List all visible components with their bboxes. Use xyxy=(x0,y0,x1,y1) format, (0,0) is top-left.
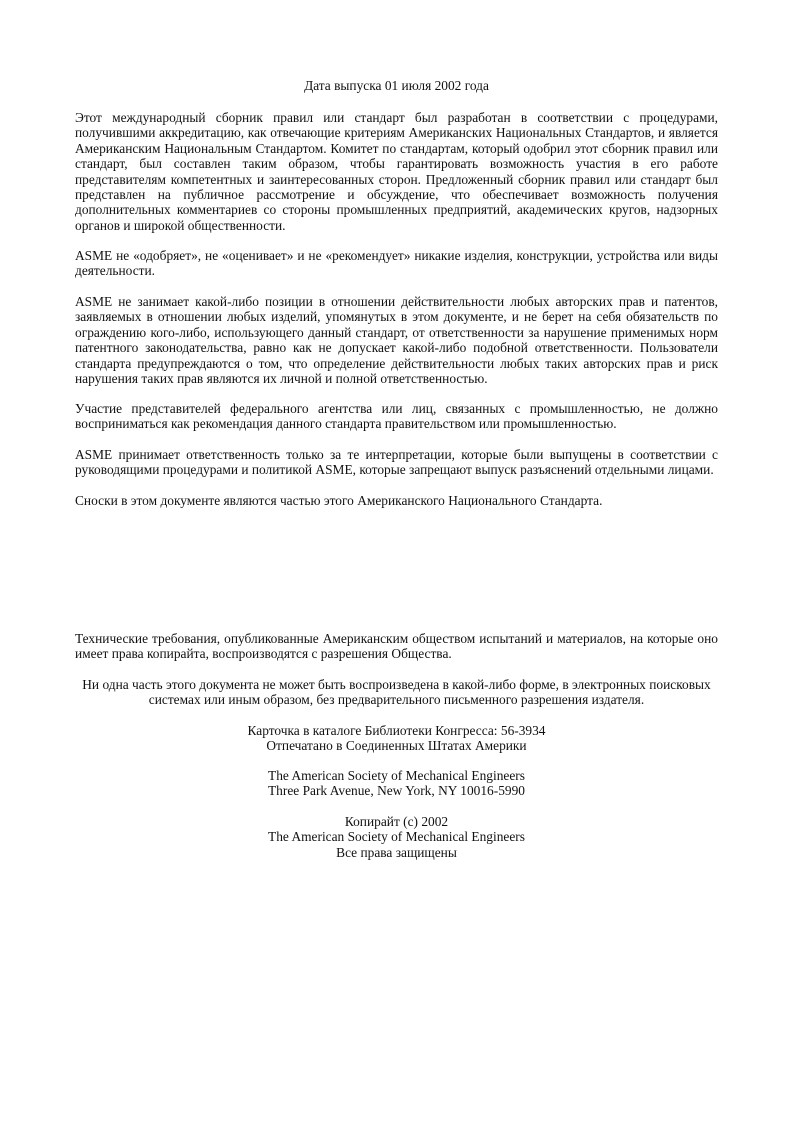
copyright-holder: The American Society of Mechanical Engineers xyxy=(268,829,525,845)
copyright-block xyxy=(75,814,718,860)
catalog-card-number: Карточка в каталоге Библиотеки Конгресса: 56-3934 xyxy=(247,723,546,738)
copyright-line: Копирайт (c) 2002 xyxy=(344,814,449,829)
release-date: Дата выпуска 01 июля 2002 года xyxy=(304,78,489,93)
paragraph-standard-development: Этот международный сборник правил или стандарт был разработан в соответствии с процедурами, получившими аккредитацию, как отвечающие критериям Американских Национальных Стандартов, и является Американским Национальным Стандартом. Комитет по стандартам, который одобрил этот сборник правил или стандарт, был составлен таким образом, чтобы гарантировать возможность участия в его работе представителям компетентных и заинтересованных сторон. Предложенный сборник правил или стандарт был представлен на публичное рассмотрение и обсуждение, что обеспечивает возможность получения дополнительных комментариев со стороны промышленных предприятий, академических кругов, надзорных органов и широкой общественности. xyxy=(75,110,718,233)
paragraph-technical-requirements: Технические требования, опубликованные Американским обществом испытаний и материалов, на которые оно имеет права копирайта, воспроизводятся с разрешения Общества. xyxy=(75,631,718,662)
paragraph-government-participation: Участие представителей федерального агентства или лиц, связанных с промышленностью, не должно восприниматься как рекомендация данного стандарта правительством или промышленностью. xyxy=(75,401,718,432)
publisher-block xyxy=(75,768,718,799)
publisher-address: Three Park Avenue, New York, NY 10016-5990 xyxy=(268,783,525,799)
rights-reserved: Все права защищены xyxy=(336,844,457,860)
paragraph-asme-no-endorsement: ASME не «одобряет», не «оценивает» и не «рекомендует» никакие изделия, конструкции, устройства или виды деятельности. xyxy=(75,248,718,279)
paragraph-interpretations: ASME принимает ответственность только за те интерпретации, которые были выпущены в соответствии с руководящими процедурами и политикой ASME, которые запрещают выпуск разъяснений отдельными лицами. xyxy=(75,447,718,478)
reproduction-notice-line: системах или иным образом, без предварительного письменного разрешения издателя. xyxy=(148,692,645,708)
publisher-name: The American Society of Mechanical Engineers xyxy=(268,768,525,783)
reproduction-notice-line: Ни одна часть этого документа не может быть воспроизведена в какой-либо форме, в электронных поисковых xyxy=(82,677,711,692)
paragraph-footnotes: Сноски в этом документе являются частью этого Американского Национального Стандарта. xyxy=(75,493,603,508)
paragraph-patent-rights: ASME не занимает какой-либо позиции в отношении действительности любых авторских прав и патентов, заявляемых в отношении любых изделий, упомянутых в этом документе, и не берет на себя обязательств по ограждению кого-либо, использующего данный стандарт, от ответственности за нарушение применимых норм патентного законодательства, равно как не допускает какой-либо подобной ответственности. Пользователи стандарта предупреждаются о том, что определение действительности любых таких авторских прав и риск нарушения таких прав являются их личной и полной ответственностью. xyxy=(75,294,718,387)
catalog-block xyxy=(75,723,718,754)
reproduction-notice xyxy=(75,677,718,708)
printed-in-country: Отпечатано в Соединенных Штатах Америки xyxy=(266,738,527,754)
